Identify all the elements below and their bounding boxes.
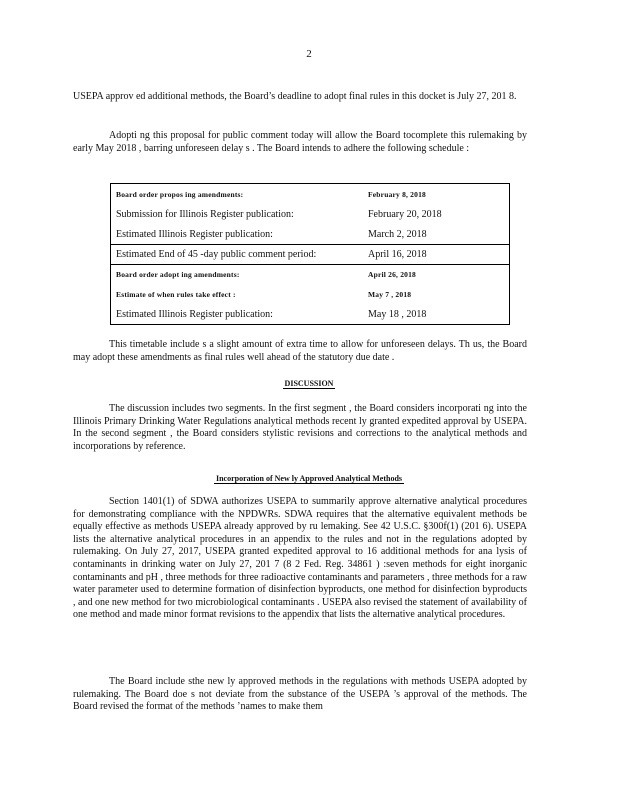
- schedule-date: February 8, 2018: [368, 189, 426, 199]
- schedule-row: [111, 304, 509, 324]
- heading-incorporation: [0, 474, 618, 483]
- paragraph-board-includes: The Board include sthe new ly approved methods in the regulations with methods USEPA adopted by rulemaking. The Board doe s not deviate from the substance of the USEPA ’s approval of the methods. The Board revised the format of the methods ’names to make them: [73, 676, 527, 713]
- schedule-date: May 18 , 2018: [368, 308, 427, 320]
- heading-incorporation-text: Incorporation of New ly Approved Analytical Methods: [215, 474, 403, 483]
- paragraph-discussion: The discussion includes two segments. In the first segment , the Board considers incorporati ng into the Illinois Primary Drinking Water Regulations analytical methods recent ly granted expedited approval by USEPA. In the second segment , the Board considers stylistic revisions and corrections to the analytical methods and incorporations by reference.: [73, 403, 527, 452]
- paragraph-section-1401: Section 1401(1) of SDWA authorizes USEPA to summarily approve alternative analytical procedures for demonstrating compliance with the NPDWRs. SDWA requires that the alternative equivalent methods be equally effective as methods USEPA already approved by ru lemaking. See 42 U.S.C. §300f(1) (201 6). USEPA lists the alternative analytical procedures in an appendix to the rules and not in the regulations adopted by rulemaking. On July 27, 2017, USEPA granted expedited approval to 16 additional methods for ana lysis of contaminants in drinking water on July 27, 201 7 (8 2 Fed. Reg. 34861 ) :seven methods for eight inorganic contaminants and pH , three methods for three radioactive contaminants and parameters , three methods for a raw water parameter used to determine formation of disinfection byproducts, one method for disinfection byproducts , and one new method for two microbiological contaminants . USEPA also revised the statement of availability of one method and made minor format revisions to the appendix that lists the alternative analytical procedures.: [73, 496, 527, 621]
- schedule-date: May 7 , 2018: [368, 289, 412, 299]
- schedule-event: Estimated Illinois Register publication:: [116, 228, 273, 240]
- schedule-row: [111, 264, 509, 284]
- schedule-table: [110, 183, 510, 325]
- schedule-date: April 26, 2018: [368, 270, 417, 279]
- page-number: 2: [306, 48, 312, 60]
- heading-discussion-text: DISCUSSION: [284, 379, 334, 388]
- schedule-row: [111, 244, 509, 264]
- schedule-row: [111, 184, 509, 204]
- schedule-event: Board order propos ing amendments:: [116, 189, 244, 199]
- schedule-row: [111, 284, 509, 304]
- schedule-event: Board order adopt ing amendments:: [116, 270, 240, 279]
- paragraph-timetable: This timetable include s a slight amount of extra time to allow for unforeseen delays. Th us, the Board may adopt these amendments as final rules well ahead of the statutory due date .: [73, 339, 527, 363]
- heading-discussion: [0, 379, 618, 388]
- schedule-date: April 16, 2018: [368, 249, 427, 260]
- schedule-event: Estimated Illinois Register publication:: [116, 308, 273, 320]
- schedule-event: Estimated End of 45 -day public comment period:: [116, 249, 317, 260]
- schedule-event: Estimate of when rules take effect :: [116, 289, 236, 299]
- schedule-event: Submission for Illinois Register publication:: [116, 208, 294, 220]
- schedule-row: [111, 224, 509, 244]
- paragraph-proposal: Adopti ng this proposal for public comment today will allow the Board tocomplete this rulemaking by early May 2018 , barring unforeseen delay s . The Board intends to adhere the following schedule :: [73, 130, 527, 154]
- schedule-row: [111, 204, 509, 224]
- paragraph-deadline: USEPA approv ed additional methods, the Board’s deadline to adopt final rules in this docket is July 27, 201 8.: [73, 91, 517, 102]
- schedule-date: March 2, 2018: [368, 228, 427, 240]
- schedule-date: February 20, 2018: [368, 208, 442, 220]
